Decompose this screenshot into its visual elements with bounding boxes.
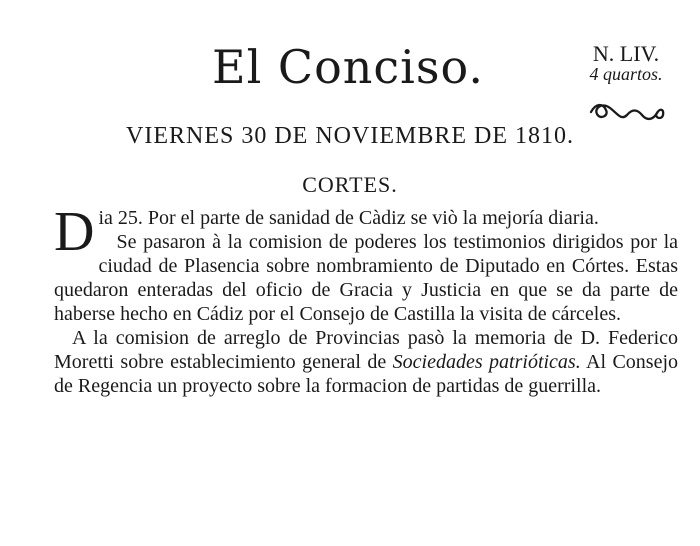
issue-price: 4 quartos. (589, 64, 663, 85)
paragraph-3-text-before: A la comision de arreglo de Provincias pasò la memoria de D. Federico Moretti sobre establecimiento general de (54, 327, 678, 373)
issue-info (580, 42, 672, 84)
paragraph-1-text: ia 25. Por el parte de sanidad de Càdiz se viò la mejoría diaria. (98, 207, 599, 229)
paragraph-3 (54, 326, 678, 398)
dropcap: D (54, 201, 95, 263)
paragraph-1 (54, 201, 678, 263)
section-heading: CORTES. (302, 172, 398, 197)
paragraph-2-text: Se pasaron à la comision de poderes los testimonios dirigidos por la ciudad de Plasencia sobre nombramiento de Diputado en Córtes. Estas quedaron enteradas del oficio de Gracia y Justicia en que se da parte de haberse hecho en Cádiz por el Consejo de Castilla la visita de cárceles. (54, 231, 678, 325)
article-body (54, 201, 679, 398)
newspaper-title: El Conciso. (211, 40, 485, 94)
paragraph-3-italic-text: Sociedades patrióticas. (392, 351, 581, 373)
dateline: VIERNES 30 DE NOVIEMBRE DE 1810. (126, 123, 574, 149)
issue-number: N. LIV. (592, 41, 660, 66)
paragraph-2 (54, 230, 678, 326)
paragraph-3-text-after: Al Consejo de Regencia un proyecto sobre la formacion de partidas de guerrilla. (54, 351, 679, 397)
